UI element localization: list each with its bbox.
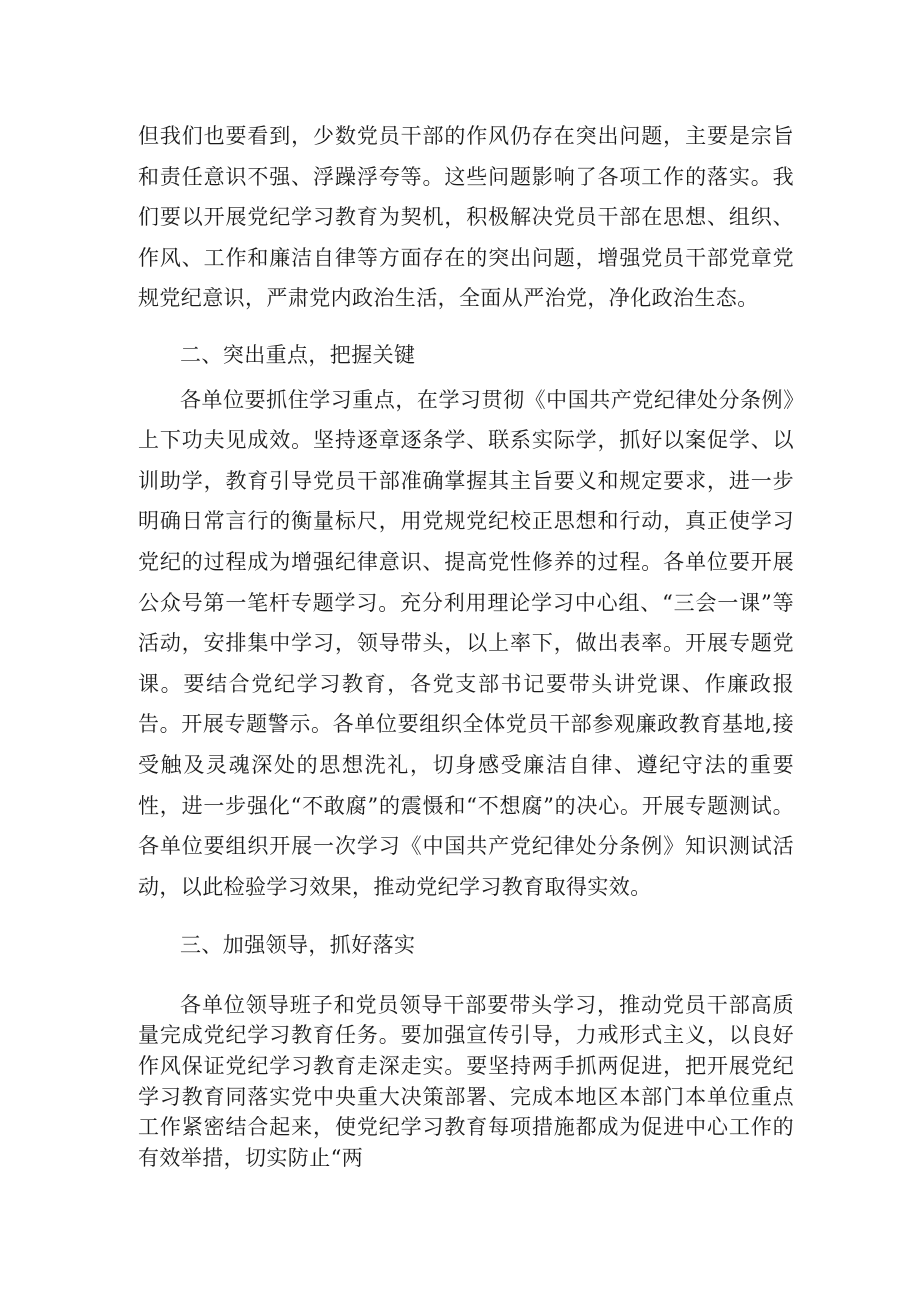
section-heading-3: 三、加强领导，抓好落实 <box>180 933 416 958</box>
paragraph-3: 各单位领导班子和党员领导干部要带头学习，推动党员干部高质量完成党纪学习教育任务。要加强宣传引导，力戒形式主义，以良好作风保证党纪学习教育走深走实。要坚持两手抓两促进，把开展党纪学习教育同落实党中央重大决策部署、完成本地区本部门本单位重点工作紧密结合起来，使党纪学习教育每项措施都成为促进中心工作的有效举措，切实防止“两 <box>138 992 794 1170</box>
section-heading-2: 二、突出重点，把握关键 <box>180 342 416 367</box>
paragraph-2: 各单位要抓住学习重点，在学习贯彻《中国共产党纪律处分条例》上下功夫见成效。坚持逐章逐条学、联系实际学，抓好以案促学、以训助学，教育引导党员干部准确掌握其主旨要义和规定要求，进一步明确日常言行的衡量标尺，用党规党纪校正思想和行动，真正使学习党纪的过程成为增强纪律意识、提高党性修养的过程。各单位要开展公众号第一笔杆专题学习。充分利用理论学习中心组、“三会一课”等活动，安排集中学习，领导带头，以上率下，做出表率。开展专题党课。要结合党纪学习教育，各党支部书记要带头讲党课、作廉政报告。开展专题警示。各单位要组织全体党员干部参观廉政教育基地,接受触及灵魂深处的思想洗礼，切身感受廉洁自律、遵纪守法的重要性，进一步强化“不敢腐”的震慑和“不想腐”的决心。开展专题测试。各单位要组织开展一次学习《中国共产党纪律处分条例》知识测试活动，以此检验学习效果，推动党纪学习教育取得实效。 <box>138 387 794 899</box>
paragraph-1: 但我们也要看到，少数党员干部的作风仍存在突出问题，主要是宗旨和责任意识不强、浮躁浮夸等。这些问题影响了各项工作的落实。我们要以开展党纪学习教育为契机，积极解决党员干部在思想、组织、作风、工作和廉洁自律等方面存在的突出问题，增强党员干部党章党规党纪意识，严肃党内政治生活，全面从严治党，净化政治生态。 <box>138 124 794 311</box>
document-body <box>138 116 794 1173</box>
